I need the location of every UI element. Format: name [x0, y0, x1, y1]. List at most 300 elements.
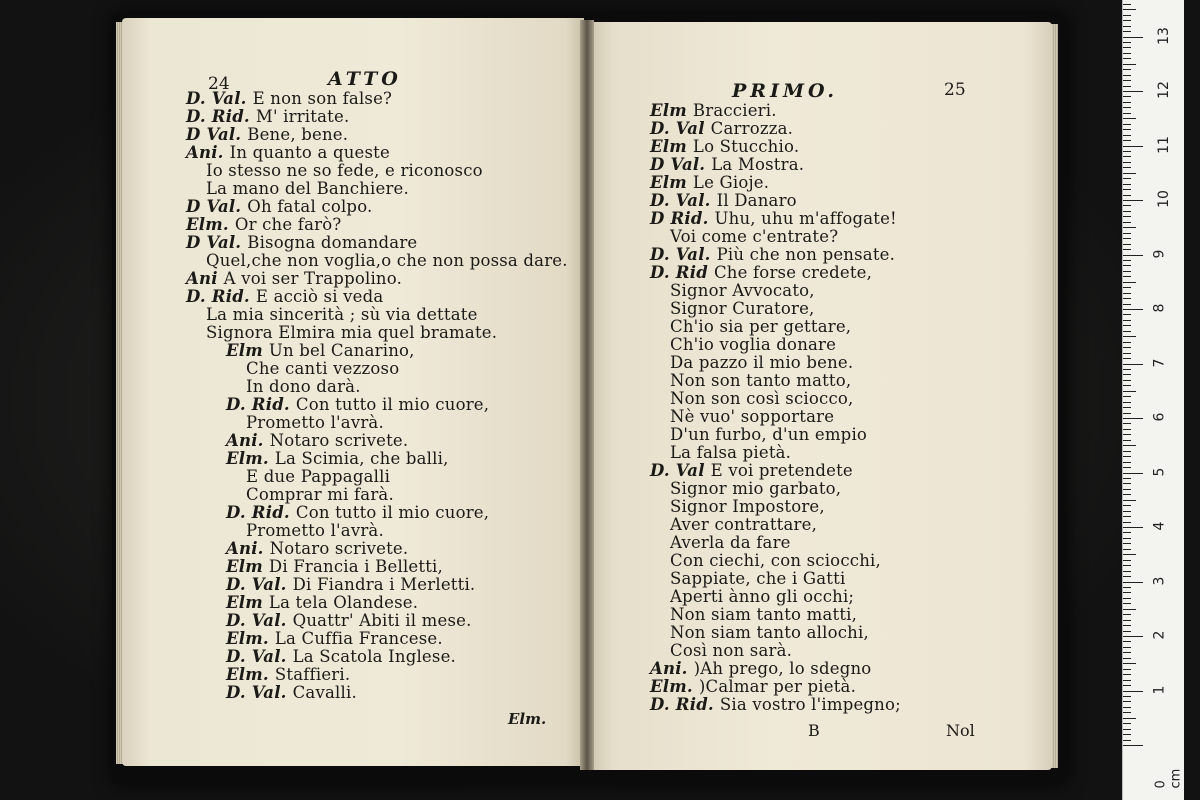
ruler-tick [1123, 483, 1131, 484]
speaker-label: D. Val. [650, 191, 711, 210]
ruler-tick [1123, 195, 1131, 196]
ruler-number: 13 [1155, 26, 1172, 45]
catchword: Elm. [508, 710, 547, 728]
speaker-label: D. Val. [226, 683, 287, 702]
ruler-number: 4 [1151, 521, 1168, 531]
ruler-tick [1123, 652, 1131, 653]
text-line [670, 498, 825, 516]
ruler-tick [1123, 64, 1136, 65]
verse-text: Cavalli. [292, 683, 357, 702]
ruler-tick [1123, 745, 1143, 746]
ruler-tick [1123, 47, 1131, 48]
verse-text: In dono darà. [246, 377, 361, 396]
ruler-number: 7 [1151, 358, 1168, 367]
ruler-number: 6 [1151, 412, 1168, 422]
speaker-label: D. Val [650, 461, 705, 480]
ruler-tick [1123, 489, 1131, 490]
verse-text: )Ah prego, lo sdegno [693, 659, 872, 678]
ruler-tick [1123, 729, 1131, 730]
verse-text: E non son false? [252, 89, 393, 108]
text-line [226, 666, 350, 684]
ruler-tick [1123, 631, 1131, 632]
text-line [670, 318, 851, 336]
text-line [670, 588, 854, 606]
ruler-tick [1123, 80, 1131, 81]
verse-text: Così non sarà. [670, 641, 793, 660]
text-line [186, 108, 349, 126]
verse-text: Signor mio garbato, [670, 479, 842, 498]
ruler-tick [1123, 625, 1131, 626]
speaker-label: D. Val. [650, 245, 711, 264]
ruler-tick [1123, 718, 1136, 719]
ruler-tick [1123, 527, 1143, 528]
ruler-tick [1123, 598, 1131, 599]
ruler-tick [1123, 511, 1131, 512]
text-line [650, 120, 793, 138]
ruler-tick [1123, 58, 1131, 59]
page-number: 24 [208, 74, 230, 94]
ruler-tick [1123, 396, 1131, 397]
verse-text: Più che non pensate. [716, 245, 896, 264]
verse-text: Un bel Canarino, [268, 341, 415, 360]
ruler-tick [1123, 707, 1131, 708]
verse-text: Da pazzo il mio bene. [670, 353, 854, 372]
ruler-tick [1123, 216, 1131, 217]
ruler-number: 1 [1151, 685, 1168, 694]
verse-text: Di Fiandra i Merletti. [292, 575, 476, 594]
ruler-tick [1123, 331, 1131, 332]
ruler-tick [1123, 4, 1131, 5]
ruler-tick [1123, 680, 1131, 681]
ruler-tick [1123, 620, 1131, 621]
ruler-tick [1123, 37, 1143, 38]
verse-text: Braccieri. [692, 101, 777, 120]
text-line [670, 552, 881, 570]
ruler-tick [1123, 113, 1131, 114]
speaker-label: Elm [650, 173, 687, 192]
verse-text: Averla da fare [670, 533, 791, 552]
verse-text: Ch'io voglia donare [670, 335, 837, 354]
ruler-number: 3 [1151, 576, 1168, 585]
ruler-number: 9 [1151, 249, 1168, 258]
text-line [226, 450, 449, 468]
running-head: ATTO [328, 68, 402, 90]
ruler-tick [1123, 543, 1131, 544]
ruler-number: 10 [1155, 190, 1172, 208]
ruler-tick [1123, 309, 1143, 310]
text-line [650, 246, 895, 264]
text-line [670, 534, 791, 552]
verse-text: Carrozza. [710, 119, 794, 138]
verse-text: Sia vostro l'impegno; [719, 695, 901, 714]
ruler-tick [1123, 211, 1131, 212]
right-page [590, 22, 1052, 770]
speaker-label: D. Val. [186, 89, 247, 108]
ruler-tick [1123, 162, 1131, 163]
ruler-tick [1123, 9, 1136, 10]
verse-text: Che canti vezzoso [246, 359, 400, 378]
text-line [650, 678, 856, 696]
text-line [650, 174, 769, 192]
ruler-tick [1123, 282, 1136, 283]
ruler-tick [1123, 402, 1131, 403]
ruler-tick [1123, 233, 1131, 234]
text-line [246, 486, 394, 504]
text-line [206, 324, 497, 342]
ruler-tick [1123, 674, 1131, 675]
ruler-tick [1123, 325, 1131, 326]
text-line [670, 408, 834, 426]
ruler-number: 2 [1151, 630, 1168, 640]
text-line [226, 594, 418, 612]
text-line [670, 570, 845, 588]
verse-text: Che forse credete, [713, 263, 873, 282]
text-line [650, 696, 901, 714]
verse-text: La Cuffia Francese. [274, 629, 443, 648]
ruler-tick [1123, 91, 1143, 92]
ruler-tick [1123, 238, 1131, 239]
speaker-label: D. Val. [226, 611, 287, 630]
text-line [186, 288, 383, 306]
ruler-tick [1123, 636, 1143, 637]
signature-mark: B [808, 721, 820, 740]
ruler-tick [1123, 86, 1131, 87]
ruler-tick [1123, 500, 1136, 501]
ruler-tick [1123, 576, 1131, 577]
ruler-tick [1123, 96, 1131, 97]
ruler-tick [1123, 423, 1131, 424]
text-line [650, 156, 804, 174]
verse-text: La mia sincerità ; sù via dettate [206, 305, 478, 324]
speaker-label: Elm [650, 101, 687, 120]
ruler-tick [1123, 20, 1131, 21]
verse-text: Staffieri. [274, 665, 351, 684]
ruler-tick [1123, 380, 1131, 381]
ruler-tick [1123, 200, 1143, 201]
ruler-tick [1123, 473, 1143, 474]
ruler-tick [1123, 353, 1131, 354]
speaker-label: D. Val. [226, 647, 287, 666]
text-line [670, 282, 815, 300]
ruler-tick [1123, 647, 1131, 648]
ruler-tick [1123, 271, 1131, 272]
verse-text: Quattr' Abiti il mese. [292, 611, 472, 630]
ruler-number: 12 [1155, 81, 1172, 99]
verse-text: Quel,che non voglia,o che non possa dare. [206, 251, 568, 270]
text-line [246, 414, 384, 432]
ruler-tick [1123, 685, 1131, 686]
ruler-tick [1123, 178, 1131, 179]
verse-text: Notaro scrivete. [269, 539, 409, 558]
verse-text: Non son così sciocco, [670, 389, 854, 408]
ruler-tick [1123, 167, 1131, 168]
text-line [226, 576, 475, 594]
ruler-tick [1123, 118, 1136, 119]
verse-text: M' irritate. [255, 107, 350, 126]
speaker-label: Elm [226, 557, 263, 576]
ruler-tick [1123, 260, 1131, 261]
text-line [650, 660, 871, 678]
speaker-label: Elm [226, 341, 263, 360]
verse-text: Ch'io sia per gettare, [670, 317, 852, 336]
verse-text: La Scatola Inglese. [292, 647, 456, 666]
ruler-tick [1123, 451, 1131, 452]
verse-text: Non siam tanto allochi, [670, 623, 869, 642]
verse-text: Uhu, uhu m'affogate! [714, 209, 897, 228]
ruler-tick [1123, 369, 1131, 370]
ruler-number: 11 [1155, 135, 1172, 154]
ruler-tick [1123, 347, 1131, 348]
speaker-label: D. Val [650, 119, 705, 138]
ruler-tick [1123, 663, 1136, 664]
verse-text: Oh fatal colpo. [247, 197, 373, 216]
text-line [186, 234, 417, 252]
verse-text: A voi ser Trappolino. [223, 269, 403, 288]
verse-text: La falsa pietà. [670, 443, 792, 462]
text-line [186, 90, 392, 108]
ruler-tick [1123, 712, 1131, 713]
ruler-tick [1123, 222, 1131, 223]
text-line [226, 558, 443, 576]
text-line [670, 516, 817, 534]
text-line [206, 306, 478, 324]
speaker-label: Elm. [186, 215, 229, 234]
speaker-label: Ani [186, 269, 218, 288]
speaker-label: Ani. [650, 659, 688, 678]
verse-text: Con tutto il mio cuore, [295, 503, 490, 522]
verse-text: In quanto a queste [229, 143, 390, 162]
ruler-tick [1123, 140, 1131, 141]
ruler-tick [1123, 156, 1131, 157]
verse-text: Voi come c'entrate? [670, 227, 839, 246]
ruler-tick [1123, 538, 1131, 539]
ruler-number: 5 [1151, 467, 1168, 476]
left-page [122, 18, 584, 766]
ruler-tick [1123, 532, 1131, 533]
verse-text: Le Gioje. [692, 173, 770, 192]
verse-text: Signor Avvocato, [670, 281, 815, 300]
text-line [670, 390, 853, 408]
verse-text: La Mostra. [711, 155, 805, 174]
catchword: Nol [946, 721, 975, 740]
ruler-tick [1123, 304, 1131, 305]
measuring-ruler [1122, 0, 1184, 800]
text-line [670, 372, 851, 390]
verse-text: E due Pappagalli [246, 467, 391, 486]
ruler-tick [1123, 658, 1131, 659]
verse-text: Bisogna domandare [247, 233, 418, 252]
verse-text: Bene, bene. [247, 125, 349, 144]
ruler-tick [1123, 374, 1131, 375]
ruler-tick [1123, 734, 1131, 735]
text-line [670, 606, 857, 624]
ruler-tick [1123, 391, 1136, 392]
verse-text: Aver contrattare, [670, 515, 818, 534]
text-line [186, 198, 373, 216]
text-line [186, 270, 402, 288]
running-head: PRIMO. [732, 80, 839, 102]
text-line [650, 210, 897, 228]
ruler-tick [1123, 102, 1131, 103]
verse-text: Con tutto il mio cuore, [295, 395, 490, 414]
verse-text: )Calmar per pietà. [698, 677, 857, 696]
verse-text: Or che farò? [234, 215, 342, 234]
book-gutter [580, 20, 594, 770]
ruler-tick [1123, 75, 1131, 76]
ruler-tick [1123, 189, 1131, 190]
verse-text: Io stesso ne so fede, e riconosco [206, 161, 483, 180]
verse-text: Aperti ànno gli occhi; [670, 587, 855, 606]
verse-text: D'un furbo, d'un empio [670, 425, 868, 444]
text-line [650, 462, 853, 480]
speaker-label: Ani. [226, 431, 264, 450]
ruler-tick [1123, 129, 1131, 130]
speaker-label: Ani. [226, 539, 264, 558]
ruler-tick [1123, 740, 1131, 741]
speaker-label: Elm. [226, 665, 269, 684]
ruler-tick [1123, 494, 1131, 495]
ruler-tick [1123, 42, 1131, 43]
speaker-label: Elm. [226, 449, 269, 468]
speaker-label: D Val. [186, 125, 242, 144]
ruler-tick [1123, 592, 1131, 593]
speaker-label: Elm [226, 593, 263, 612]
verse-text: Prometto l'avrà. [246, 413, 384, 432]
text-line [186, 144, 390, 162]
speaker-label: D Val. [650, 155, 706, 174]
ruler-tick [1123, 227, 1136, 228]
ruler-tick [1123, 151, 1131, 152]
ruler-tick [1123, 276, 1131, 277]
speaker-label: D. Val. [226, 575, 287, 594]
text-line [670, 642, 792, 660]
text-line [650, 192, 797, 210]
verse-text: Nè vuo' sopportare [670, 407, 835, 426]
text-line [670, 336, 836, 354]
ruler-tick [1123, 385, 1131, 386]
verse-text: Lo Stucchio. [692, 137, 800, 156]
ruler-tick [1123, 320, 1131, 321]
text-line [226, 684, 357, 702]
ruler-tick [1123, 124, 1131, 125]
ruler-tick [1123, 298, 1131, 299]
speaker-label: D. Rid [650, 263, 708, 282]
ruler-tick [1123, 691, 1143, 692]
speaker-label: Elm [650, 137, 687, 156]
ruler-tick [1123, 696, 1131, 697]
ruler-tick [1123, 69, 1131, 70]
text-line [246, 522, 384, 540]
ruler-tick [1123, 445, 1136, 446]
ruler-tick [1123, 265, 1131, 266]
ruler-tick [1123, 364, 1143, 365]
ruler-tick [1123, 205, 1131, 206]
ruler-tick [1123, 146, 1143, 147]
speaker-label: D Val. [186, 197, 242, 216]
ruler-tick [1123, 701, 1131, 702]
ruler-tick [1123, 434, 1131, 435]
text-line [650, 102, 777, 120]
ruler-tick [1123, 244, 1131, 245]
ruler-tick [1123, 255, 1143, 256]
ruler-tick [1123, 31, 1131, 32]
verse-text: La Scimia, che balli, [274, 449, 449, 468]
ruler-tick [1123, 342, 1131, 343]
verse-text: Notaro scrivete. [269, 431, 409, 450]
verse-text: E acciò si veda [255, 287, 384, 306]
text-line [226, 432, 408, 450]
text-line [670, 426, 867, 444]
text-line [246, 360, 399, 378]
page-number: 25 [944, 80, 966, 100]
ruler-tick [1123, 287, 1131, 288]
ruler-tick [1123, 571, 1131, 572]
speaker-label: Elm. [226, 629, 269, 648]
verse-text: E voi pretendete [710, 461, 853, 480]
ruler-tick [1123, 413, 1131, 414]
text-line [670, 624, 869, 642]
ruler-tick [1123, 505, 1131, 506]
ruler-tick [1123, 560, 1131, 561]
text-line [226, 630, 443, 648]
ruler-tick [1123, 135, 1131, 136]
ruler-tick [1123, 26, 1131, 27]
text-line [226, 612, 472, 630]
ruler-tick [1123, 522, 1131, 523]
verse-text: Non son tanto matto, [670, 371, 852, 390]
speaker-label: D. Rid. [226, 395, 290, 414]
ruler-tick [1123, 582, 1143, 583]
ruler-tick [1123, 418, 1143, 419]
ruler-tick [1123, 587, 1131, 588]
text-line [670, 444, 791, 462]
text-line [206, 252, 568, 270]
text-line [670, 480, 841, 498]
text-line [246, 378, 361, 396]
ruler-tick [1123, 314, 1131, 315]
ruler-tick [1123, 429, 1131, 430]
ruler-tick [1123, 549, 1131, 550]
ruler-tick [1123, 336, 1136, 337]
speaker-label: Ani. [186, 143, 224, 162]
speaker-label: D Val. [186, 233, 242, 252]
ruler-tick [1123, 456, 1131, 457]
text-line [226, 396, 489, 414]
text-line [226, 540, 408, 558]
speaker-label: D. Rid. [226, 503, 290, 522]
verse-text: Di Francia i Belletti, [268, 557, 443, 576]
ruler-tick [1123, 478, 1131, 479]
ruler-tick [1123, 603, 1131, 604]
verse-text: La mano del Banchiere. [206, 179, 409, 198]
ruler-tick [1123, 53, 1131, 54]
ruler-tick [1123, 15, 1131, 16]
verse-text: Sappiate, che i Gatti [670, 569, 846, 588]
ruler-tick [1123, 184, 1131, 185]
ruler-tick [1123, 467, 1131, 468]
ruler-tick [1123, 609, 1136, 610]
verse-text: Comprar mi farà. [246, 485, 394, 504]
speaker-label: D. Rid. [186, 287, 250, 306]
ruler-tick [1123, 293, 1131, 294]
ruler-tick [1123, 516, 1131, 517]
text-line [226, 504, 489, 522]
ruler-tick [1123, 407, 1131, 408]
text-line [670, 300, 814, 318]
ruler-tick [1123, 440, 1131, 441]
ruler-tick [1123, 173, 1136, 174]
verse-text: Signor Curatore, [670, 299, 815, 318]
